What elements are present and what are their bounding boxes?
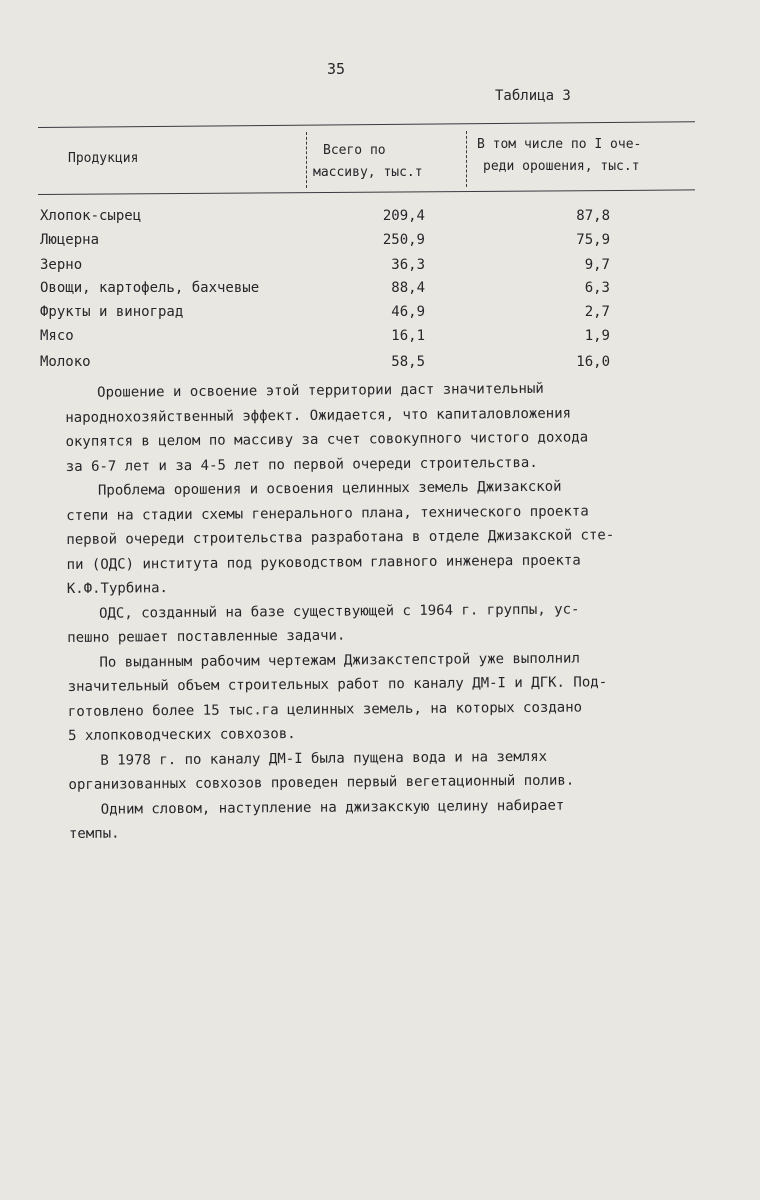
cell-total: 88,4: [391, 280, 425, 296]
text-line: Одним словом, наступление на джизакскую целину набирает: [100, 797, 565, 818]
cell-first: 16,0: [576, 354, 610, 370]
column-separator: [306, 132, 307, 188]
cell-total: 16,1: [391, 328, 425, 344]
text-line: К.Ф.Турбина.: [66, 580, 169, 597]
header-first-line-1: В том числе по I оче-: [477, 137, 642, 152]
text-line: ОДС, созданный на базе существующей с 1964 г. группы, ус-: [98, 601, 580, 622]
cell-total: 250,9: [382, 232, 425, 248]
cell-total: 209,4: [382, 208, 425, 224]
paragraph: [66, 474, 667, 602]
page-number: 35: [327, 60, 346, 78]
paragraph: [65, 376, 666, 479]
cell-total: 46,9: [391, 304, 425, 320]
text-line: готовлено более 15 тыс.га целинных земель, на которых создано: [67, 699, 583, 720]
column-separator: [466, 131, 467, 187]
header-product: Продукция: [68, 151, 139, 166]
text-line: пешно решает поставленные задачи.: [67, 627, 346, 646]
text-line: Орошение и освоение этой территории даст значительный: [97, 380, 544, 401]
text-line: значительный объем строительных работ по каналу ДМ-I и ДГК. Под-: [67, 674, 608, 695]
body-text: [65, 376, 669, 847]
cell-product: Молоко: [40, 354, 91, 370]
cell-product: Мясо: [40, 328, 74, 344]
text-line: темпы.: [68, 825, 120, 842]
table-header-rule: [38, 189, 695, 195]
cell-first: 9,7: [584, 257, 610, 273]
cell-first: 1,9: [584, 328, 610, 344]
cell-product: Фрукты и виноград: [40, 304, 184, 320]
paragraph: [67, 645, 668, 748]
cell-first: 75,9: [576, 232, 610, 248]
cell-first: 87,8: [576, 208, 610, 224]
cell-first: 6,3: [584, 280, 610, 296]
cell-product: Овощи, картофель, бахчевые: [40, 280, 260, 296]
text-line: Проблема орошения и освоения целинных земель Джизакской: [97, 478, 562, 499]
header-first-line-2: реди орошения, тыс.т: [483, 159, 640, 174]
cell-total: 58,5: [391, 354, 425, 370]
cell-product: Хлопок-сырец: [40, 208, 142, 224]
text-line: степи на стадии схемы генерального плана, технического проекта: [66, 502, 589, 524]
header-total-line-2: массиву, тыс.т: [313, 165, 423, 180]
cell-product: Зерно: [40, 257, 83, 273]
header-total-line-1: Всего по: [323, 143, 386, 158]
paragraph: [69, 792, 669, 846]
paragraph: [67, 596, 667, 650]
table-label: Таблица 3: [495, 88, 571, 104]
cell-product: Люцерна: [40, 232, 100, 248]
text-line: первой очереди строительства разработана в отделе Джизакской сте-: [66, 527, 615, 548]
text-line: за 6-7 лет и за 4-5 лет по первой очереди строительства.: [65, 454, 538, 475]
text-line: окупятся в целом по массиву за счет совокупного чистого дохода: [65, 429, 589, 450]
paragraph: [68, 743, 668, 797]
text-line: пи (ОДС) института под руководством главного инженера проекта: [66, 552, 581, 573]
text-line: 5 хлопководческих совхозов.: [68, 726, 296, 744]
text-line: По выданным рабочим чертежам Джизакстепстрой уже выполнил: [99, 650, 580, 671]
text-line: народнохозяйственный эффект. Ожидается, что капиталовложения: [65, 405, 572, 426]
text-line: организованных совхозов проведен первый вегетационный полив.: [68, 772, 575, 793]
table-top-rule: [38, 121, 695, 128]
cell-first: 2,7: [584, 304, 610, 320]
cell-total: 36,3: [391, 257, 425, 273]
text-line: В 1978 г. по каналу ДМ-I была пущена вода и на землях: [100, 748, 548, 769]
